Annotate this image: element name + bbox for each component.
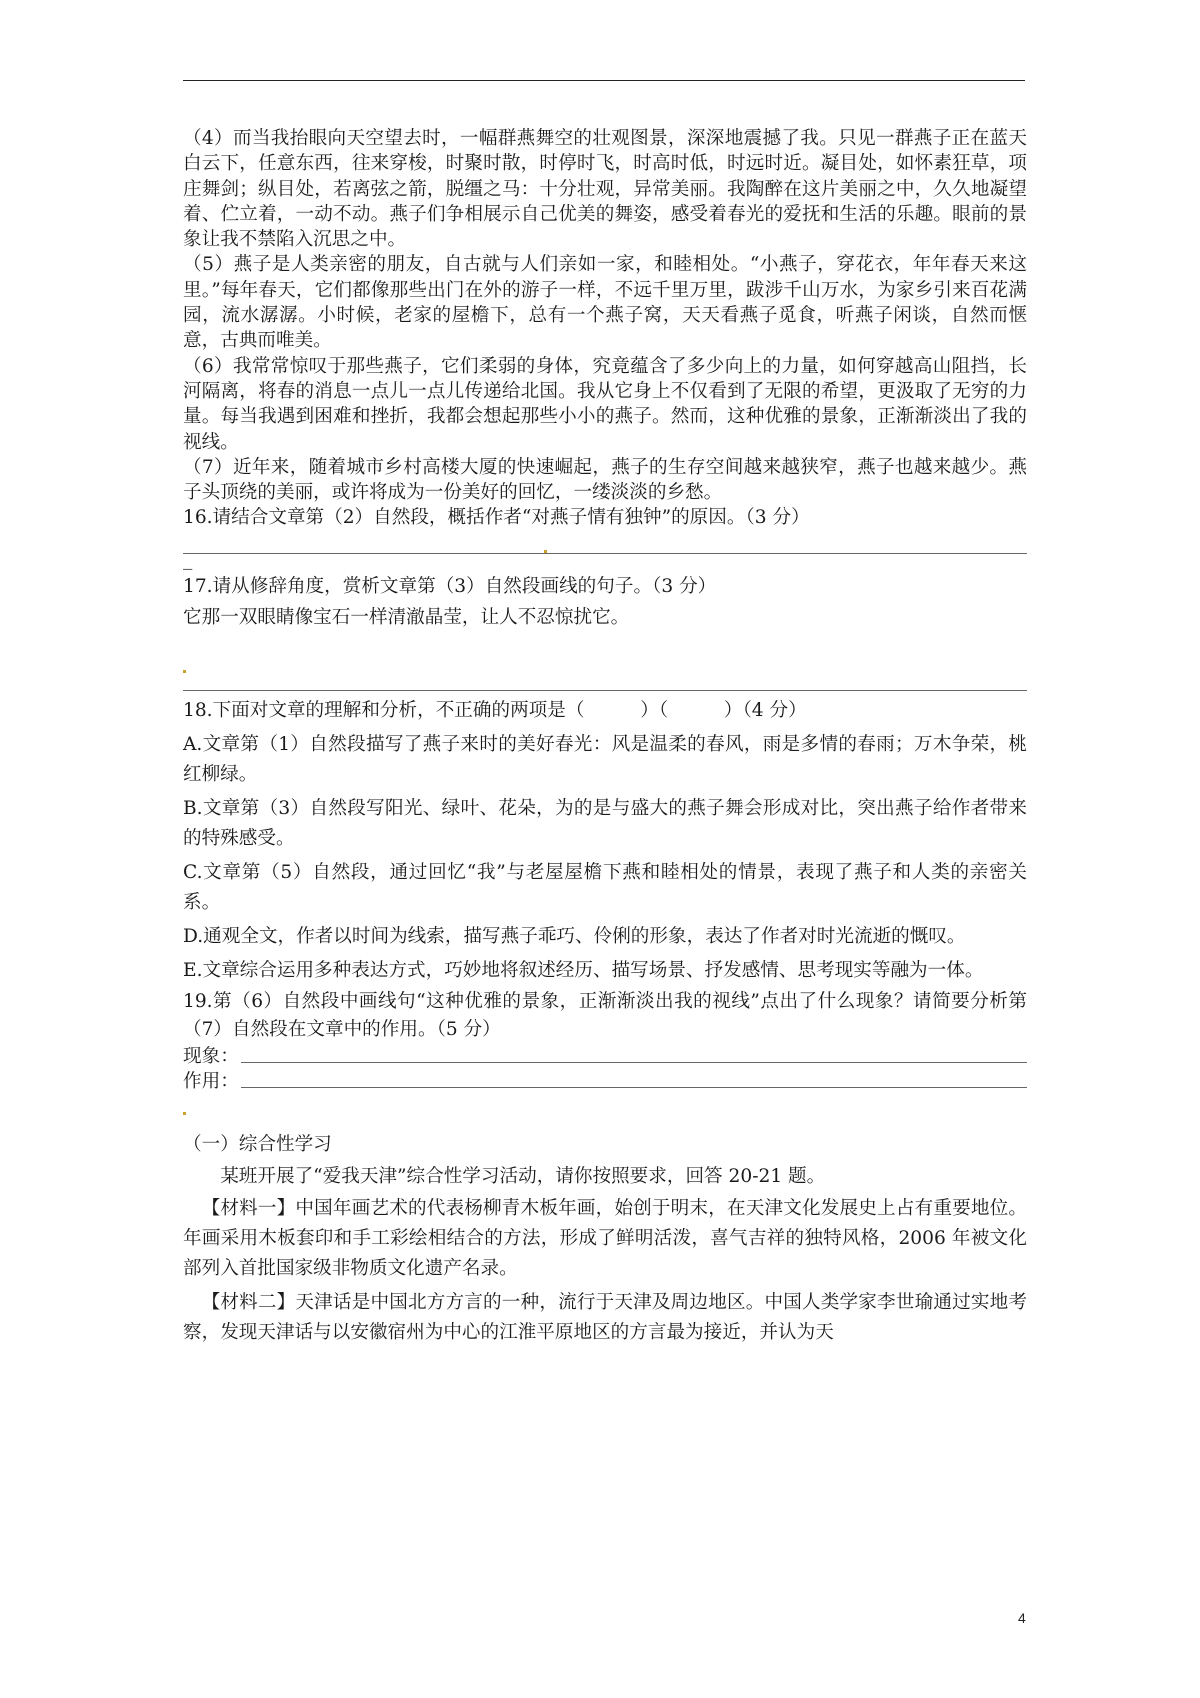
material-2: 【材料二】天津话是中国北方方言的一种，流行于天津及周边地区。中国人类学家李世瑜通过实地考察，发现天津话与以安徽宿州为中心的江淮平原地区的方言最为接近，并认为天	[183, 1291, 1027, 1343]
phenomenon-label: 现象：	[183, 1045, 239, 1067]
mark-dot	[544, 550, 547, 553]
option-e: E.文章综合运用多种表达方式，巧妙地将叙述经历、描写场景、抒发感情、思考现实等融为一体。	[183, 959, 984, 981]
function-answer-line[interactable]	[241, 1087, 1027, 1088]
page-number: 4	[1018, 1610, 1026, 1626]
section-intro: 某班开展了“爱我天津”综合性学习活动，请你按照要求，回答 20-21 题。	[220, 1165, 826, 1187]
answer-line-16[interactable]	[183, 553, 1027, 554]
paragraph-4: （4）而当我抬眼向天空望去时，一幅群燕舞空的壮观图景，深深地震撼了我。只见一群燕子正在蓝天白云下，任意东西，往来穿梭，时聚时散，时停时飞，时高时低，时远时近。凝目处，如怀素狂草，项庄舞剑；纵目处，若离弦之箭，脱缰之马：十分壮观，异常美丽。我陶醉在这片美丽之中，久久地凝望着、伫立着，一动不动。燕子们争相展示自己优美的舞姿，感受着春光的爱抚和生活的乐趣。眼前的景象让我不禁陷入沉思之中。	[183, 128, 1027, 251]
answer-row-phenomenon	[183, 1044, 1027, 1069]
answer-line-17[interactable]	[183, 690, 1027, 691]
section-heading: （一）综合性学习	[183, 1134, 332, 1156]
answer-line-16-tail: _	[183, 548, 193, 570]
question-17: 17.请从修辞角度，赏析文章第（3）自然段画线的句子。（3 分）	[183, 575, 717, 597]
paragraph-6: （6）我常常惊叹于那些燕子，它们柔弱的身体，究竟蕴含了多少向上的力量，如何穿越高山阻挡，长河隔离，将春的消息一点儿一点儿传递给北国。我从它身上不仅看到了无限的希望，更汲取了无穷的力量。每当我遇到困难和挫折，我都会想起那些小小的燕子。然而，这种优雅的景象，正渐渐淡出了我的视线。	[183, 355, 1027, 453]
paragraph-5: （5）燕子是人类亲密的朋友，自古就与人们亲如一家，和睦相处。“小燕子，穿花衣，年年春天来这里。”每年春天，它们都像那些出门在外的游子一样，不远千里万里，跋涉千山万水，为家乡引来百花满园，流水潺潺。小时候，老家的屋檐下，总有一个燕子窝，天天看燕子觅食，听燕子闲谈，自然而惬意，古典而唯美。	[183, 254, 1027, 352]
material-1: 【材料一】中国年画艺术的代表杨柳青木板年画，始创于明末，在天津文化发展史上占有重要地位。年画采用木板套印和手工彩绘相结合的方法，形成了鲜明活泼，喜气吉祥的独特风格，2006 年被文化部列入首批国家级非物质文化遗产名录。	[183, 1197, 1027, 1279]
option-d: D.通观全文，作者以时间为线索，描写燕子乖巧、伶俐的形象，表达了作者对时光流逝的慨叹。	[183, 925, 966, 947]
mark-dot	[183, 670, 186, 673]
function-label: 作用：	[183, 1070, 239, 1092]
question-19: 19.第（6）自然段中画线句“这种优雅的景象，正渐渐淡出我的视线”点出了什么现象？请简要分析第（7）自然段在文章中的作用。（5 分）	[183, 990, 1027, 1040]
page-content	[183, 126, 1027, 1348]
question-16: 16.请结合文章第（2）自然段，概括作者“对燕子情有独钟”的原因。（3 分）	[183, 507, 810, 529]
phenomenon-answer-line[interactable]	[241, 1062, 1027, 1063]
underlined-sentence-quote: 它那一双眼睛像宝石一样清澈晶莹，让人不忍惊扰它。	[183, 607, 630, 629]
paragraph-7: （7）近年来，随着城市乡村高楼大厦的快速崛起，燕子的生存空间越来越狭窄，燕子也越来越少。燕子头顶绕的美丽，或许将成为一份美好的回忆，一缕淡淡的乡愁。	[183, 456, 1027, 504]
header-rule	[183, 80, 1025, 81]
question-18: 18.下面对文章的理解和分析，不正确的两项是（ ）（ ）（4 分）	[183, 700, 807, 722]
option-a: A.文章第（1）自然段描写了燕子来时的美好春光：风是温柔的春风，雨是多情的春雨；万木争荣，桃红柳绿。	[183, 733, 1027, 785]
option-c: C.文章第（5）自然段，通过回忆“我”与老屋屋檐下燕和睦相处的情景，表现了燕子和人类的亲密关系。	[183, 861, 1027, 913]
answer-row-function	[183, 1069, 1027, 1094]
mark-dot	[183, 1112, 186, 1115]
option-b: B.文章第（3）自然段写阳光、绿叶、花朵，为的是与盛大的燕子舞会形成对比，突出燕子给作者带来的特殊感受。	[183, 797, 1027, 849]
